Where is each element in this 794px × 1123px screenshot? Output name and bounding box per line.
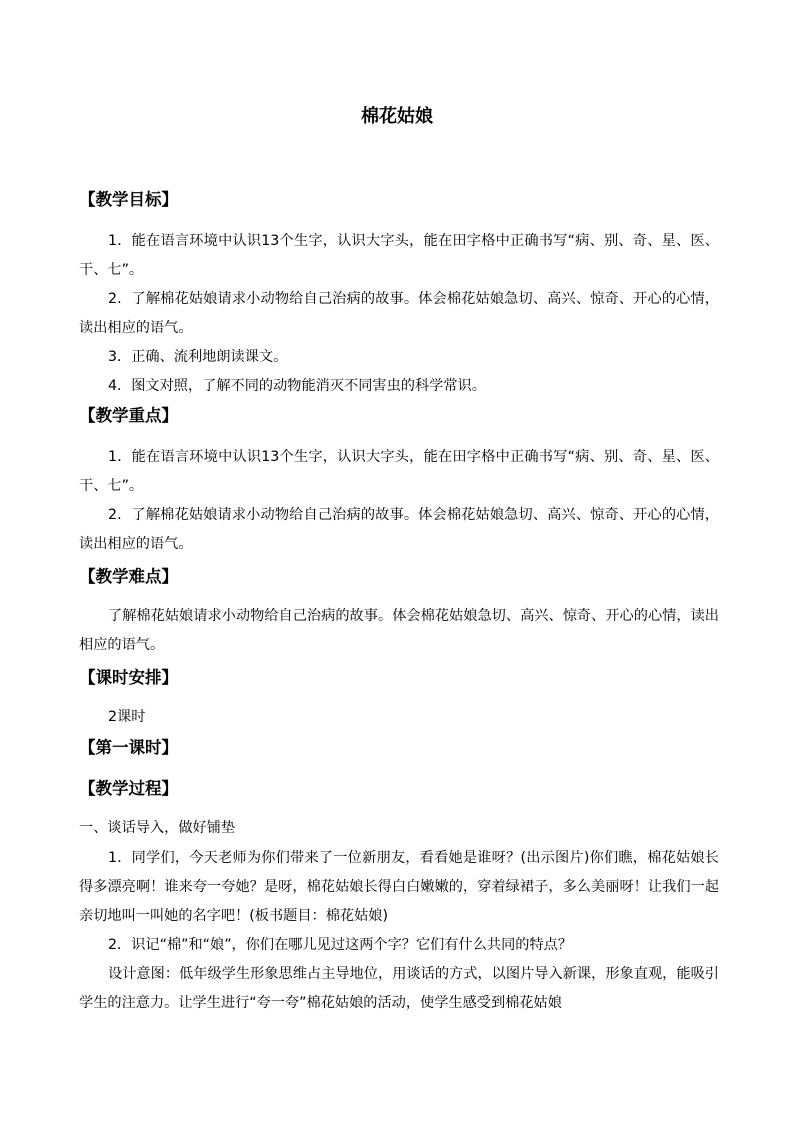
goals-item-2: 2．了解棉花姑娘请求小动物给自己治病的故事。体会棉花姑娘急切、高兴、惊奇、开心的心情，读出相应的语气。 — [79, 291, 719, 336]
key-points-item-1: 1．能在语言环境中认识13个生字，认识大字头，能在田字格中正确书写“病、别、奇、星、医、干、七”。 — [79, 449, 719, 494]
process-item-1: 1．同学们，今天老师为你们带来了一位新朋友，看看她是谁呀？(出示图片)你们瞧，棉花姑娘长得多漂亮啊！谁来夸一夸她？是呀，棉花姑娘长得白白嫩嫩的，穿着绿裙子，多么美丽呀！让我们一起亲切地叫一叫她的名字吧！(板书题目：棉花姑娘) — [79, 850, 719, 924]
process-heading: 【教学过程】 — [79, 779, 178, 798]
page-title: 棉花姑娘 — [361, 106, 433, 127]
process-design-intent: 设计意图：低年级学生形象思维占主导地位，用谈话的方式，以图片导入新课，形象直观，能吸引学生的注意力。让学生进行“夸一夸”棉花姑娘的活动，使学生感受到棉花姑娘 — [79, 966, 719, 1011]
goals-item-1: 1．能在语言环境中认识13个生字，认识大字头，能在田字格中正确书写“病、别、奇、星、医、干、七”。 — [79, 233, 719, 278]
first-lesson-heading: 【第一课时】 — [79, 738, 178, 757]
process-step1-title: 一、谈话导入，做好铺垫 — [79, 820, 236, 836]
difficulties-heading: 【教学难点】 — [79, 567, 178, 586]
schedule-text: 2课时 — [108, 709, 146, 725]
key-points-heading: 【教学重点】 — [79, 406, 178, 425]
process-item-2: 2．识记“棉”和“娘”，你们在哪儿见过这两个字？它们有什么共同的特点？ — [108, 937, 573, 953]
goals-item-3: 3．正确、流利地朗读课文。 — [108, 349, 288, 365]
difficulties-text: 了解棉花姑娘请求小动物给自己治病的故事。体会棉花姑娘急切、高兴、惊奇、开心的心情，读出相应的语气。 — [79, 608, 719, 653]
goals-heading: 【教学目标】 — [79, 190, 178, 209]
key-points-item-2: 2．了解棉花姑娘请求小动物给自己治病的故事。体会棉花姑娘急切、高兴、惊奇、开心的心情，读出相应的语气。 — [79, 507, 719, 552]
schedule-heading: 【课时安排】 — [79, 668, 178, 687]
goals-item-4: 4．图文对照，了解不同的动物能消灭不同害虫的科学常识。 — [108, 378, 486, 394]
